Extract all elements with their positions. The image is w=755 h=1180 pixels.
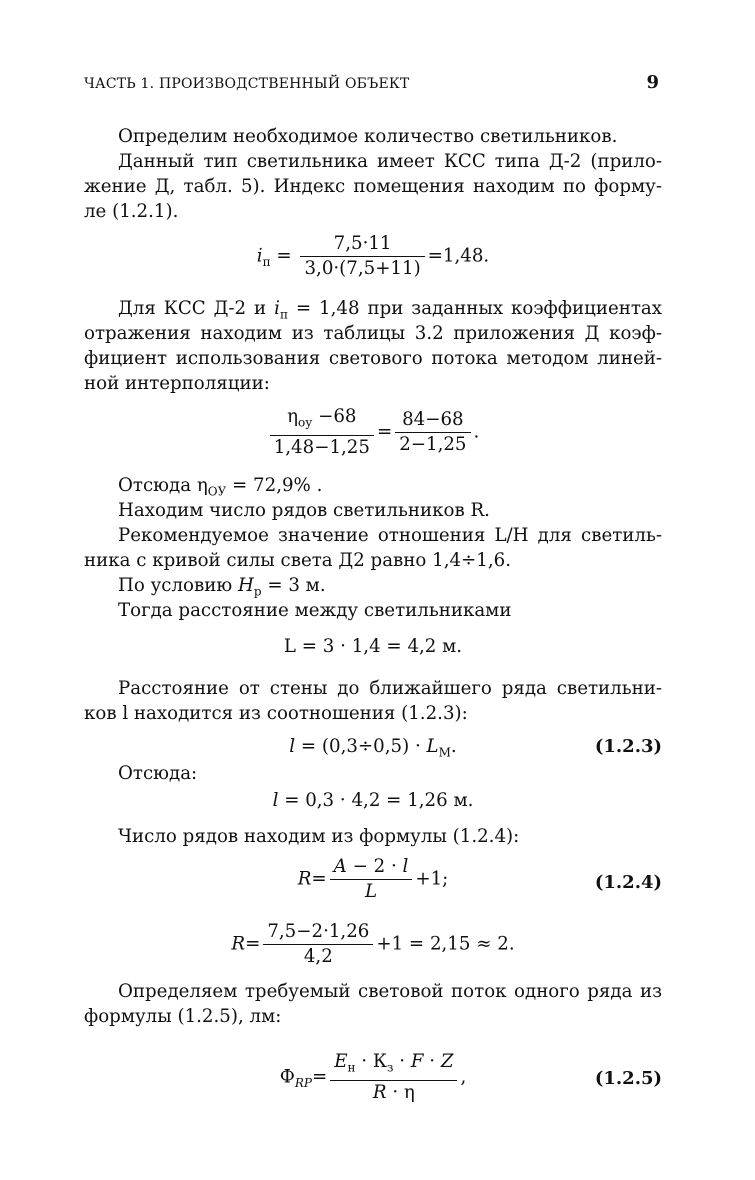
equation-distance: L = 3 · 1,4 = 4,2 м. bbox=[283, 636, 463, 657]
paragraph-line: формулы (1.2.5), лм: bbox=[84, 1006, 282, 1027]
paragraph-line: Расстояние от стены до ближайшего ряда светильни- bbox=[118, 678, 662, 699]
page-number: 9 bbox=[646, 72, 659, 93]
equation-wall-distance-value: l = 0,3 · 4,2 = 1,26 м. bbox=[272, 790, 474, 811]
paragraph-line: отражения находим из таблицы 3.2 приложения Д коэф- bbox=[84, 323, 662, 344]
equation-number: (1.2.5) bbox=[594, 1068, 662, 1089]
running-head: ЧАСТЬ 1. ПРОИЗВОДСТВЕННЫЙ ОБЪЕКТ bbox=[84, 76, 410, 92]
paragraph-line: Число рядов находим из формулы (1.2.4): bbox=[118, 826, 520, 847]
equation-rows-value: R= $\frac{7,5-2\cdot 1,26}{4,2}$ +1 = 2,15 ≈ 2. bbox=[231, 921, 515, 967]
equation-number: (1.2.4) bbox=[594, 872, 662, 893]
equation-rows: R= $\frac{A - 2 \cdot l}{L}$ +1; bbox=[297, 856, 449, 902]
paragraph-line: Определяем требуемый световой поток одного ряда из bbox=[118, 981, 662, 1002]
paragraph-line: Тогда расстояние между светильниками bbox=[118, 600, 512, 621]
paragraph-line: ле (1.2.1). bbox=[84, 201, 179, 222]
paragraph-line: Отсюда: bbox=[118, 763, 198, 784]
paragraph-line: ков l находится из соотношения (1.2.3): bbox=[84, 703, 468, 724]
fraction: $\frac{A - 2 \cdot l}{L}$ bbox=[330, 855, 413, 904]
paragraph-line: Рекомендуемое значение отношения L/H для светиль- bbox=[118, 525, 662, 546]
fraction: $\frac{\eta_{оу} -68}{1,48-1,25}$ bbox=[270, 405, 374, 460]
paragraph-line: По условию $H_р = 3$ м. bbox=[118, 575, 326, 599]
paragraph-line: жение Д, табл. 5). Индекс помещения находим по форму- bbox=[84, 176, 662, 197]
equation-number: (1.2.3) bbox=[594, 736, 662, 757]
fraction: $\frac{7,5\cdot 11}{3,0\cdot(7,5+11)}$ bbox=[300, 232, 424, 281]
equation-light-flux: $Ф_{RP}=$ $\frac{E_н \cdot К_з \cdot F \cdot Z}{R \cdot \eta}$ , bbox=[279, 1051, 467, 1103]
fraction: $\frac{84-68}{2-1,25}$ bbox=[395, 408, 470, 457]
paragraph-line: Для КСС Д-2 и $i_п = 1,48$ при заданных коэффициентах bbox=[118, 298, 662, 322]
equation-room-index: $i_п$ = $\frac{7,5\cdot 11}{3,0\cdot(7,5+11)}$ =1,48. bbox=[256, 233, 490, 279]
paragraph-line: ной интерполяции: bbox=[84, 373, 270, 394]
paragraph-line: ника с кривой силы света Д2 равно 1,4÷1,6. bbox=[84, 550, 512, 571]
fraction: $\frac{E_н \cdot К_з \cdot F \cdot Z}{R \cdot \eta}$ bbox=[330, 1050, 457, 1105]
paragraph-line: фициент использования светового потока методом линей- bbox=[84, 348, 662, 369]
paragraph-line: Определим необходимое количество светильников. bbox=[118, 126, 618, 147]
fraction: $\frac{7,5-2\cdot 1,26}{4,2}$ bbox=[263, 920, 373, 969]
page-header bbox=[84, 72, 659, 96]
paragraph-line: Находим число рядов светильников R. bbox=[118, 500, 490, 521]
equation-interpolation: $\frac{\eta_{оу} -68}{1,48-1,25}$ = $\frac{84-68}{2-1,25}$ . bbox=[84, 405, 662, 460]
paragraph-line: Отсюда $\eta_{ОУ} = 72,9\%$ . bbox=[118, 475, 323, 499]
paragraph-line: Данный тип светильника имеет КСС типа Д-2 (прило- bbox=[118, 151, 662, 172]
equation-wall-distance: $l = (0,3\div 0,5) \cdot L_М$. bbox=[289, 736, 457, 760]
